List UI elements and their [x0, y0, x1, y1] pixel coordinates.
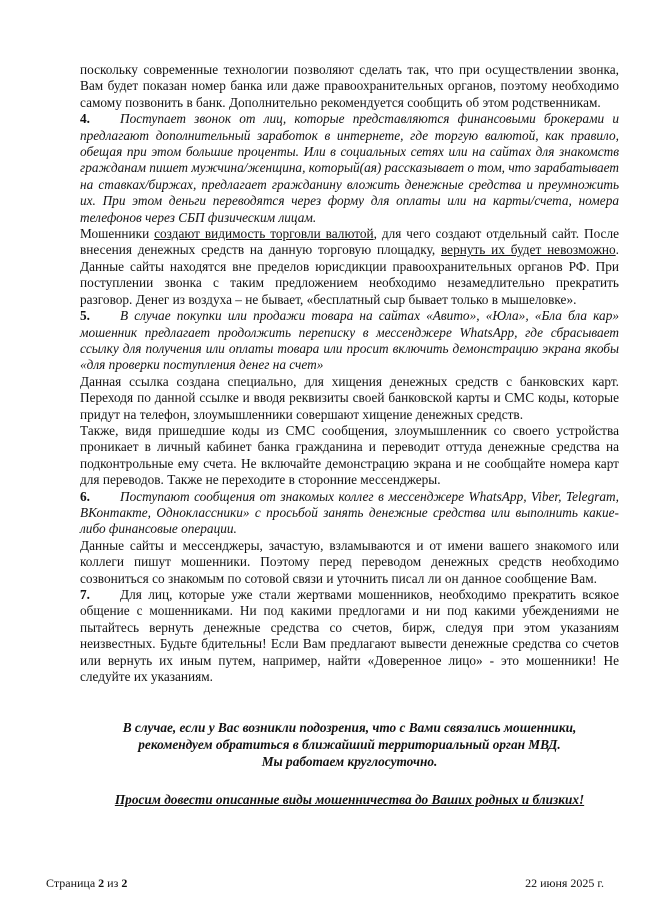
underlined-text: создают видимость торговли валютой	[154, 226, 374, 242]
item-4-heading	[80, 111, 619, 226]
notice-line: рекомендуем обратиться в ближайший территориальный орган МВД.	[138, 737, 561, 753]
final-plea: Просим довести описанные виды мошенничества до Ваших родных и близких!	[114, 792, 585, 808]
intro-paragraph: поскольку современные технологии позволяют сделать так, что при осуществлении звонка, Вам будет показан номер банка или даже правоохранительных органов, поэтому необходимо самому позвонить в банк. Дополнительно рекомендуется сообщить об этом родственникам.	[80, 62, 619, 110]
item-5-italic: В случае покупки или продажи товара на сайтах «Авито», «Юла», «Бла бла кар» мошенник предлагает продолжить переписку в мессенджере WhatsApp, где сбрасывает ссылку для получения или оплаты товара или просит включить демонстрацию экрана якобы «для проверки поступления денег на счет»	[80, 308, 619, 373]
item-5-heading	[80, 308, 619, 374]
page-total: 2	[121, 876, 128, 890]
item-4-italic: Поступает звонок от лиц, которые представляются финансовыми брокерами и предлагают дополнительный заработок в интернете, где торгую валютой, как правило, обещая при этом большие проценты. Или в социальных сетях или на сайтах для знакомств гражданам пишет мужчина/женщина, который(ая) рассказывает о том, что зарабатывает на ставках/биржах, предлагает гражданину вложить денежные средства и преумножить их. При этом деньги переводятся через форму для оплаты или на карты/счета, номера телефонов через СБП физическим лицам.	[80, 111, 619, 225]
document-page	[80, 62, 619, 808]
item-5-paragraph-2: Также, видя пришедшие коды из СМС сообщения, злоумышленник со своего устройства проникает в личный кабинет банка гражданина и переводит оттуда денежные средства на подконтрольные ему счета. Не включайте демонстрацию экрана и не сообщайте номера карт для переводов. Также не переходите в сторонние мессенджеры.	[80, 422, 619, 488]
item-7-paragraph	[80, 587, 619, 685]
item-number: 7.	[80, 587, 90, 602]
mvd-notice	[80, 719, 619, 770]
item-number: 4.	[80, 111, 90, 127]
item-7-text: Для лиц, которые уже стали жертвами мошенников, необходимо прекратить всякое общение с мошенниками. Ни под какими предлогами и ни под какими убеждениями не пытайтесь вернуть денежные средства со счетов, бирж, следуя при этом указаниям неизвестных. Будьте бдительны! Если Вам предлагают вывести денежные средства со счетов или вернуть их иным путем, например, найти «Доверенное лицо» - это мошенники! Не следуйте их указаниям.	[80, 587, 619, 685]
item-4-paragraph	[80, 226, 619, 308]
page-footer	[46, 876, 604, 891]
page-current: 2	[98, 876, 105, 890]
item-number: 6.	[80, 488, 90, 504]
text-fragment: Мошенники	[80, 226, 155, 242]
item-5-paragraph-1: Данная ссылка создана специально, для хищения денежных средств с банковских карт. Переходя по данной ссылке и вводя реквизиты своей банковской карты и СМС коды, которые придут на телефон, злоумышленники совершают хищение денежных средств.	[80, 373, 619, 422]
text-fragment: , для чего создают отдельный сайт. После внесения денежных средств на данную торговую площадку,	[80, 226, 619, 258]
item-number: 5.	[80, 308, 90, 324]
underlined-text: вернуть их будет невозможно	[440, 242, 616, 258]
page-of: из	[107, 876, 119, 890]
page-number	[46, 876, 127, 891]
text-fragment: . Данные сайты находятся вне пределов юрисдикции правоохранительных органов РФ. При поступлении звонка с таким предложением необходимо незамедлительно прекратить разговор. Денег из воздуха – не бывает, «бесплатный сыр бывает только в мышеловке».	[80, 242, 619, 307]
item-6-paragraph: Данные сайты и мессенджеры, зачастую, взламываются и от имени вашего знакомого или коллеги пишут мошенники. Поэтому перед переводом денежных средств необходимо созвониться со знакомым по сотовой связи и уточнить писал ли он данное сообщение Вам.	[80, 537, 619, 586]
item-6-italic: Поступают сообщения от знакомых коллег в мессенджере WhatsApp, Viber, Telegram, ВКонтакте, Одноклассники» с просьбой занять денежные средства или выполнить какие-либо финансовые операции.	[80, 488, 619, 537]
notice-line: Мы работаем круглосуточно.	[261, 754, 438, 770]
page-label: Страница	[46, 876, 96, 890]
document-date: 22 июня 2025 г.	[525, 876, 604, 890]
item-6-heading	[80, 489, 619, 538]
notice-line: В случае, если у Вас возникли подозрения, что с Вами связались мошенники,	[122, 720, 577, 736]
